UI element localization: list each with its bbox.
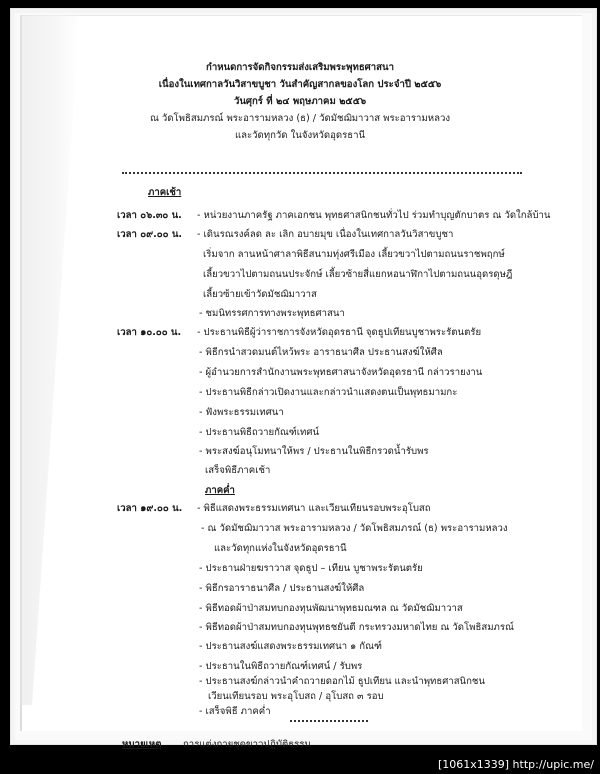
time-label: เวลา ๐๖.๓๐ น. [117, 210, 182, 221]
activity-text: - ฟังพระธรรมเทศนา [199, 407, 284, 418]
activity-text: - พิธีแสดงพระธรรมเทศนา และเวียนเทียนรอบพระอุโบสถ [197, 503, 431, 514]
activity-text: - ประธานฝ่ายฆราวาส จุดธูป – เทียน บูชาพระรัตนตรัย [199, 563, 423, 574]
dotted-divider [122, 172, 522, 174]
document-header [0, 59, 600, 144]
activity-text: - พิธีกรอาราธนาศีล / ประธานสงฆ์ให้ศีล [199, 583, 365, 594]
title-line-3: วันศุกร์ ที่ ๒๔ พฤษภาคม ๒๕๕๖ [233, 96, 367, 107]
time-label: เวลา ๑๐.๐๐ น. [117, 327, 182, 338]
route-text: เลี้ยวซ้ายเข้าวัดมัชฌิมาวาส [203, 289, 317, 300]
note-text: การแต่งกายชุดขาวปฏิบัติธรรม [183, 739, 311, 750]
title-line-1: กำหนดการจัดกิจกรรมส่งเสริมพระพุทธศาสนา [206, 62, 394, 73]
activity-text: - พิธีทอดผ้าป่าสมทบกองทุนพุทธชยันตี กระทรวงมหาดไทย ณ วัดโพธิสมภรณ์ [199, 622, 514, 633]
section-heading-morning: ภาคเช้า [148, 187, 182, 198]
title-line-2: เนื่องในเทศกาลวันวิสาขบูชา วันสำคัญสากลของโลก ประจำปี ๒๕๕๖ [158, 79, 442, 90]
time-label: เวลา ๐๙.๐๐ น. [117, 229, 183, 240]
title-line-4: ณ วัดโพธิสมภรณ์ พระอารามหลวง (ธ) / วัดมัชฌิมาวาส พระอารามหลวง [149, 113, 451, 124]
activity-text: - ประธานพิธีกล่าวเปิดงานและกล่าวนำแสดงตนเป็นพุทธมามกะ [199, 387, 458, 398]
activity-text: - ประธานพิธีถวายกัณฑ์เทศน์ [199, 427, 320, 438]
activity-text: - หน่วยงานภาครัฐ ภาคเอกชน พุทธศาสนิกชนทั่วไป ร่วมทำบุญตักบาตร ณ วัดใกล้บ้าน [197, 210, 551, 221]
activity-text: - พระสงฆ์อนุโมทนาให้พร / ประธานในพิธีกรวดน้ำรับพร [199, 446, 429, 457]
activity-text: - เดินรณรงค์ลด ละ เลิก อบายมุข เนื่องในเทศกาลวันวิสาขบูชา [197, 229, 454, 240]
note-label: หมายเหตุ [122, 739, 162, 750]
end-divider [290, 720, 368, 722]
route-text: เลี้ยวขวาไปตามถนนประจักษ์ เลี้ยวซ้ายสี่แยกหอนาฬิกาไปตามถนนอุดรดุษฎี [203, 269, 513, 280]
activity-text: เวียนเทียนรอบ พระอุโบสถ / อุโบสถ ๓ รอบ [208, 691, 384, 702]
activity-text: - พิธีทอดผ้าป่าสมทบกองทุนพัฒนาพุทธมณฑล ณ วัดมัชฌิมาวาส [199, 603, 463, 614]
route-text: เริ่มจาก ลานหน้าศาลาพิธีสนามทุ่งศรีเมือง เลี้ยวขวาไปตามถนนราชพฤกษ์ [203, 249, 505, 260]
activity-text: - ประธานในพิธีถวายกัณฑ์เทศน์ / รับพร [199, 661, 363, 672]
activity-text: เสร็จพิธีภาคเช้า [205, 465, 271, 476]
activity-text: - พิธีกรนำสวดมนต์ไหว้พระ อาราธนาศีล ประธานสงฆ์ให้ศีล [199, 347, 443, 358]
section-heading-evening: ภาคค่ำ [205, 485, 235, 496]
image-watermark: [1061x1339] http://upic.me/ [437, 758, 594, 771]
activity-text: - ชมนิทรรศการทางพระพุทธศาสนา [199, 308, 345, 319]
title-line-5: และวัดทุกวัด ในจังหวัดอุดรธานี [234, 130, 366, 141]
activity-text: - เสร็จพิธี ภาคค่ำ [199, 706, 271, 717]
activity-text: - ผู้อำนวยการสำนักงานพระพุทธศาสนาจังหวัดอุดรธานี กล่าวรายงาน [199, 367, 483, 378]
activity-text: และวัดทุกแห่งในจังหวัดอุดรธานี [214, 543, 347, 554]
activity-text: - ณ วัดมัชฌิมาวาส พระอารามหลวง / วัดโพธิสมภรณ์ (ธ) พระอารามหลวง [201, 523, 508, 534]
activity-text: - ประธานสงฆ์แสดงพระธรรมเทศนา ๑ กัณฑ์ [199, 641, 382, 652]
time-label: เวลา ๑๙.๐๐ น. [117, 503, 183, 514]
activity-text: - ประธานสงฆ์กล่าวนำคำถวายดอกไม้ ธูปเทียน และนำพุทธศาสนิกชน [199, 676, 485, 687]
activity-text: - ประธานพิธีผู้ว่าราชการจังหวัดอุดรธานี จุดธูปเทียนบูชาพระรัตนตรัย [197, 327, 482, 338]
